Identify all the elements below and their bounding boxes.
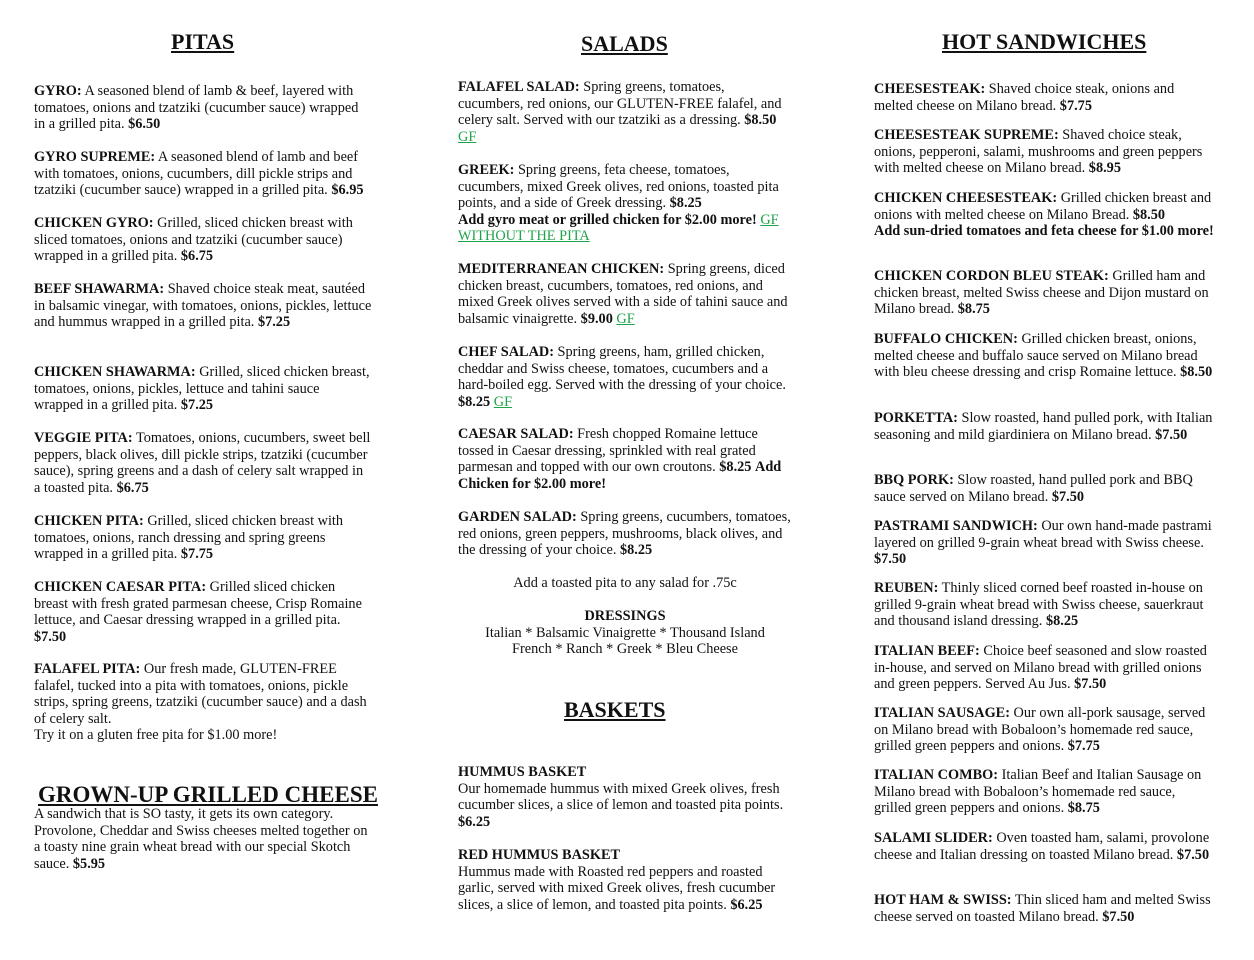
item-desc: Grilled sliced chicken breast with fresh grated parmesan cheese, Crisp Romaine lettuce, and Caesar dressing wrapped in a grilled pita. xyxy=(34,579,362,629)
item-price: $7.50 xyxy=(1176,846,1210,863)
item-name: CHEF SALAD: xyxy=(458,344,554,360)
item-price: $9.00 xyxy=(580,310,613,327)
item-desc: Hummus made with Roasted red peppers and roasted garlic, served with mixed Greek olives, fresh cucumber slices, a slice of lemon, and toasted pita points. xyxy=(458,863,776,913)
gluten-free-link[interactable]: GF xyxy=(493,393,513,410)
dressings-line: Italian * Balsamic Vinaigrette * Thousand Island xyxy=(485,624,765,641)
menu-item-chicken-cordon-bleu xyxy=(874,268,1214,318)
item-desc: Slow roasted, hand pulled pork and BBQ sauce served on Milano bread. xyxy=(874,472,1193,505)
item-name: BUFFALO CHICKEN: xyxy=(874,331,1018,347)
item-name: MEDITERRANEAN CHICKEN: xyxy=(458,261,665,277)
item-desc: Thinly sliced corned beef roasted in-house on grilled 9-grain wheat bread with Swiss cheese, sauerkraut and thousand island dressing. xyxy=(874,580,1204,630)
menu-item-bbq-pork xyxy=(874,472,1214,505)
item-extra: Add sun-dried tomatoes and feta cheese for $1.00 more! xyxy=(874,223,1214,240)
item-price: $8.50 xyxy=(1132,206,1166,223)
menu-item-grilled-cheese xyxy=(34,806,372,872)
item-name: RED HUMMUS BASKET xyxy=(458,847,621,863)
item-price: $7.75 xyxy=(180,546,214,563)
menu-item-porketta xyxy=(874,410,1214,443)
item-extra: Add gyro meat or grilled chicken for $2.00 more! xyxy=(458,211,757,228)
item-price: $8.25 xyxy=(669,195,702,212)
item-name: BBQ PORK: xyxy=(874,472,954,488)
menu-item-cheesesteak xyxy=(874,81,1214,114)
item-desc: Grilled, sliced chicken breast, tomatoes, onions, pickles, lettuce and tahini sauce wrapped in a grilled pita. xyxy=(34,364,370,414)
item-desc: Our own all-pork sausage, served on Milano bread with Bobaloon’s homemade red sauce, grilled green peppers and onions. xyxy=(874,705,1206,755)
item-price: $8.75 xyxy=(1067,800,1100,817)
item-price: $7.25 xyxy=(257,314,291,331)
item-desc: Grilled, sliced chicken breast with sliced tomatoes, onions and tzatziki (cucumber sauce) wrapped in a grilled pita. xyxy=(34,215,353,265)
item-price: $8.25 xyxy=(620,542,653,559)
gluten-free-link[interactable]: GF WITHOUT THE PITA xyxy=(458,211,779,245)
item-name: REUBEN: xyxy=(874,580,939,596)
menu-item-beef-shawarma xyxy=(34,281,372,331)
item-name: CHICKEN CAESAR PITA: xyxy=(34,579,207,595)
menu-item-pastrami-sandwich xyxy=(874,518,1214,568)
item-price: $5.95 xyxy=(72,855,106,872)
item-name: ITALIAN COMBO: xyxy=(874,767,999,783)
item-desc: Our fresh made, GLUTEN-FREE falafel, tucked into a pita with tomatoes, onions, pickle strips, spring greens, tzatziki (cucumber sauce) and a dash of celery salt. xyxy=(34,661,367,727)
grilled-cheese-heading: GROWN-UP GRILLED CHEESE xyxy=(38,782,378,807)
item-price: $8.50 xyxy=(744,112,777,129)
item-name: CAESAR SALAD: xyxy=(458,426,574,442)
item-desc: Grilled chicken breast, onions, melted cheese and buffalo sauce served on Milano bread with bleu cheese dressing and crisp Romaine lettuce. xyxy=(874,331,1198,381)
item-desc: Choice beef seasoned and slow roasted in-house, and served on Milano bread with grilled onions and green peppers. Served Au Jus. xyxy=(874,643,1207,693)
gluten-free-link[interactable]: GF xyxy=(616,310,635,327)
item-desc: Spring greens, ham, grilled chicken, cheddar and Swiss cheese, tomatoes, cucumbers and a hard-boiled egg. Served with the dressing of your choice. xyxy=(458,344,786,394)
item-name: CHICKEN CHEESESTEAK: xyxy=(874,190,1058,206)
menu-item-salami-slider xyxy=(874,830,1214,863)
menu-item-italian-sausage xyxy=(874,705,1214,755)
item-price: $6.25 xyxy=(458,813,491,830)
menu-item-gyro xyxy=(34,83,372,133)
item-desc: Spring greens, cucumbers, tomatoes, red onions, green peppers, mushrooms, black olives, and the dressing of your choice. xyxy=(458,509,791,559)
menu-item-veggie-pita xyxy=(34,430,372,496)
menu-item-chicken-shawarma xyxy=(34,364,372,414)
menu-item-cheesesteak-supreme xyxy=(874,127,1214,177)
item-price: $7.50 xyxy=(1074,676,1107,693)
baskets-heading: BASKETS xyxy=(564,697,666,722)
menu-item-buffalo-chicken xyxy=(874,331,1214,381)
menu-item-chicken-gyro xyxy=(34,215,372,265)
item-price: $7.75 xyxy=(1067,738,1100,755)
item-desc: Italian Beef and Italian Sausage on Milano bread with Bobaloon’s homemade red sauce, grilled green peppers and onions. xyxy=(874,767,1202,817)
item-name: CHICKEN PITA: xyxy=(34,513,144,529)
salad-addon-note: Add a toasted pita to any salad for .75c xyxy=(513,575,737,591)
item-name: CHICKEN SHAWARMA: xyxy=(34,364,196,380)
item-name: GREEK: xyxy=(458,162,515,178)
item-desc: Fresh chopped Romaine lettuce tossed in Caesar dressing, sprinkled with real grated parmesan and topped with our own croutons. xyxy=(458,426,758,476)
menu-item-hot-ham-swiss xyxy=(874,892,1214,925)
item-name: GARDEN SALAD: xyxy=(458,509,577,525)
menu-item-italian-combo xyxy=(874,767,1214,817)
item-name: ITALIAN SAUSAGE: xyxy=(874,705,1010,721)
item-price: $6.50 xyxy=(128,116,161,133)
item-price: $6.75 xyxy=(116,479,149,496)
item-desc: Oven toasted ham, salami, provolone cheese and Italian dressing on toasted Milano bread. xyxy=(874,830,1210,863)
item-name: GYRO SUPREME: xyxy=(34,149,156,165)
item-desc: Shaved choice steak meat, sautéed in balsamic vinegar, with tomatoes, onions, pickles, lettuce and hummus wrapped in a grilled pita. xyxy=(34,281,372,331)
item-price: $8.50 xyxy=(1180,364,1213,381)
item-price: $6.75 xyxy=(180,248,214,265)
item-price: $7.50 xyxy=(1102,908,1135,925)
hot-sandwiches-heading: HOT SANDWICHES xyxy=(942,29,1147,54)
dressings-line: French * Ranch * Greek * Bleu Cheese xyxy=(512,641,738,658)
item-name: CHEESESTEAK SUPREME: xyxy=(874,127,1059,143)
item-name: FALAFEL SALAD: xyxy=(458,79,580,95)
menu-item-hummus-basket xyxy=(458,764,792,830)
item-desc: Slow roasted, hand pulled pork, with Italian seasoning and mild giardiniera on Milano bread. xyxy=(874,410,1213,443)
item-name: CHICKEN GYRO: xyxy=(34,215,154,231)
item-price: $7.50 xyxy=(874,551,907,568)
item-name: FALAFEL PITA: xyxy=(34,661,141,677)
gluten-free-link[interactable]: GF xyxy=(458,128,477,145)
item-price: $8.25 xyxy=(719,459,752,476)
item-desc: Shaved choice steak, onions and melted cheese on Milano bread. xyxy=(874,81,1175,114)
item-price: $6.95 xyxy=(331,182,364,199)
item-price: $7.50 xyxy=(34,628,67,645)
item-price: $8.95 xyxy=(1088,160,1121,177)
item-desc: Grilled, sliced chicken breast with tomatoes, onions, ranch dressing and spring greens wrapped in a grilled pita. xyxy=(34,513,344,563)
menu-item-falafel-salad xyxy=(458,79,792,145)
menu-item-chef-salad xyxy=(458,344,792,410)
item-name: PORKETTA: xyxy=(874,410,958,426)
item-name: BEEF SHAWARMA: xyxy=(34,281,165,297)
dressings-block xyxy=(458,608,792,658)
menu-item-chicken-caesar-pita xyxy=(34,579,372,645)
menu-item-gyro-supreme xyxy=(34,149,372,199)
item-price: $8.25 xyxy=(1045,613,1079,630)
dressings-title: DRESSINGS xyxy=(584,608,666,624)
item-name: HOT HAM & SWISS: xyxy=(874,892,1012,908)
menu-item-falafel-pita xyxy=(34,661,372,744)
item-desc: Grilled ham and chicken breast, melted Swiss cheese and Dijon mustard on Milano bread. xyxy=(874,268,1209,318)
item-name: GYRO: xyxy=(34,83,82,99)
menu-item-greek-salad xyxy=(458,162,792,245)
item-desc: Thin sliced ham and melted Swiss cheese served on toasted Milano bread. xyxy=(874,892,1211,925)
item-desc: A sandwich that is SO tasty, it gets its own category. Provolone, Cheddar and Swiss cheeses melted together on a toasty nine grain wheat bread with our special Skotch sauce. xyxy=(34,806,368,872)
menu-item-caesar-salad xyxy=(458,426,792,492)
menu-item-chicken-pita xyxy=(34,513,372,563)
item-desc: Spring greens, tomatoes, cucumbers, red onions, our GLUTEN-FREE falafel, and celery salt. Served with our tzatziki as a dressing. xyxy=(458,79,782,129)
item-desc: Our own hand-made pastrami layered on grilled 9-grain wheat bread with Swiss cheese. xyxy=(874,518,1212,551)
salads-heading: SALADS xyxy=(581,31,668,56)
menu-item-mediterranean-chicken xyxy=(458,261,792,327)
item-note: Try it on a gluten free pita for $1.00 more! xyxy=(34,727,278,744)
item-desc: Grilled chicken breast and onions with melted cheese on Milano Bread. xyxy=(874,190,1212,223)
menu-item-reuben xyxy=(874,580,1214,630)
item-price: $7.75 xyxy=(1059,97,1092,114)
item-name: ITALIAN BEEF: xyxy=(874,643,980,659)
item-name: SALAMI SLIDER: xyxy=(874,830,993,846)
menu-item-chicken-cheesesteak xyxy=(874,190,1214,240)
item-desc: Spring greens, feta cheese, tomatoes, cucumbers, mixed Greek olives, red onions, toasted pita points, and a side of Greek dressing. xyxy=(458,162,779,212)
menu-item-italian-beef xyxy=(874,643,1214,693)
item-desc: A seasoned blend of lamb & beef, layered with tomatoes, onions and tzatziki (cucumber sauce) wrapped in a grilled pita. xyxy=(34,83,359,133)
item-desc: Tomatoes, onions, cucumbers, sweet bell peppers, black olives, dill pickle strips, tzatziki (cucumber sauce), spring greens and a dash of celery salt wrapped in a toasted pita. xyxy=(34,430,371,496)
item-name: HUMMUS BASKET xyxy=(458,764,587,780)
menu-item-garden-salad xyxy=(458,509,792,559)
item-price: $8.25 xyxy=(458,393,491,410)
item-name: CHICKEN CORDON BLEU STEAK: xyxy=(874,268,1109,284)
item-price: $7.50 xyxy=(1051,488,1085,505)
item-desc: Our homemade hummus with mixed Greek olives, fresh cucumber slices, a slice of lemon and toasted pita points. xyxy=(458,780,784,814)
item-name: VEGGIE PITA: xyxy=(34,430,133,446)
item-desc: Shaved choice steak, onions, pepperoni, salami, mushrooms and green peppers with melted cheese on Milano bread. xyxy=(874,127,1203,177)
item-desc: A seasoned blend of lamb and beef with tomatoes, onions, cucumbers, dill pickle strips and tzatziki (cucumber sauce) wrapped in a grilled pita. xyxy=(34,149,359,199)
item-name: CHEESESTEAK: xyxy=(874,81,986,97)
item-extra: Add Chicken for $2.00 more! xyxy=(458,459,782,492)
item-desc: Spring greens, diced chicken breast, cucumbers, tomatoes, red onions, and mixed Greek olives served with a side of tahini sauce and balsamic vinaigrette. xyxy=(458,261,788,327)
item-price: $7.50 xyxy=(1155,426,1188,443)
pitas-heading: PITAS xyxy=(171,29,235,54)
item-price: $6.25 xyxy=(730,896,763,913)
item-price: $8.75 xyxy=(957,301,990,318)
item-name: PASTRAMI SANDWICH: xyxy=(874,518,1038,534)
item-price: $7.25 xyxy=(180,397,214,414)
menu-item-red-hummus-basket xyxy=(458,847,792,913)
